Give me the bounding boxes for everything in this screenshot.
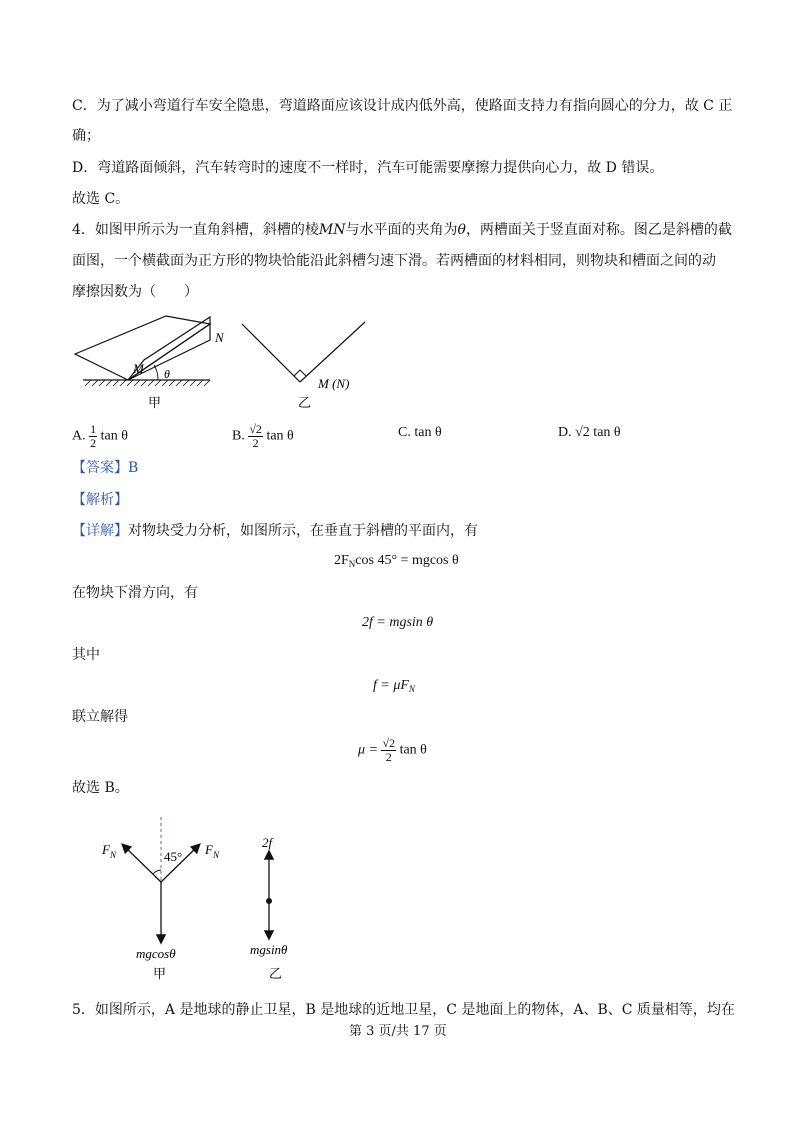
q4-text-b: 与水平面的夹角为 xyxy=(345,222,458,238)
jia-label: 甲 xyxy=(153,966,167,981)
eq4-num: √2 xyxy=(382,736,396,750)
eq4-tail: tan θ xyxy=(399,742,427,758)
fn-right-label: $F_N$ xyxy=(205,842,219,860)
option-a[interactable] xyxy=(72,423,128,450)
block-point xyxy=(266,898,272,904)
yi-label: 乙 xyxy=(269,966,283,981)
option-a-fraction xyxy=(89,423,97,450)
label-jia: 甲 xyxy=(148,395,162,410)
eq3-sub: N xyxy=(408,684,415,694)
option-c[interactable]: C. tan θ xyxy=(398,425,442,440)
figure-yi xyxy=(242,322,365,382)
equation-2: 2f = mgsin θ xyxy=(362,615,434,630)
option-b[interactable] xyxy=(232,423,294,450)
choose-c: 故选 C。 xyxy=(72,191,130,207)
option-d-tail: √2 tan θ xyxy=(575,425,621,440)
force-diagram-jia xyxy=(123,817,199,942)
eq3-head: f = μF xyxy=(373,678,409,693)
option-d-label: D. xyxy=(558,425,572,440)
combine-text: 联立解得 xyxy=(72,709,128,725)
q4-text-c: ，两槽面关于竖直面对称。图乙是斜槽的截 xyxy=(465,222,732,238)
option-a-num: 1 xyxy=(90,422,97,436)
option-b-num: √2 xyxy=(249,422,262,436)
option-b-fraction xyxy=(248,423,263,450)
label-m: M xyxy=(133,361,144,376)
equation-4 xyxy=(358,737,427,764)
eq4-pre: μ = xyxy=(358,742,378,758)
option-a-label: A. xyxy=(72,428,86,444)
option-d[interactable] xyxy=(558,425,621,441)
equation-1 xyxy=(334,553,459,569)
eq4-fraction xyxy=(381,737,396,764)
option-b-label: B. xyxy=(232,428,245,444)
detail-text: 对物块受力分析，如图所示，在垂直于斜槽的平面内，有 xyxy=(128,523,478,539)
two-f-label: 2f xyxy=(262,835,273,850)
analysis-heading: 【解析】 xyxy=(72,492,128,508)
eq1-tail: cos 45° = mgcos θ xyxy=(355,553,459,568)
mgcos-label: mgcosθ xyxy=(136,946,176,961)
answer-line: 【答案】B xyxy=(72,460,139,476)
trough-figure xyxy=(70,312,380,412)
q4-text-a: 4．如图甲所示为一直角斜槽，斜槽的棱 xyxy=(72,222,319,238)
option-a-den: 2 xyxy=(90,436,97,450)
mgsin-label: mgsinθ xyxy=(250,942,288,957)
question-4-line1 xyxy=(72,221,732,239)
detail-line xyxy=(72,522,478,540)
question-4-line2: 面图，一个横截面为正方形的物块恰能沿此斜槽匀速下滑。若两槽面的材料相同，则物块和槽面之间的动 xyxy=(72,253,716,269)
angle-label: 45° xyxy=(164,849,183,864)
choose-b: 故选 B。 xyxy=(72,780,129,796)
label-mn: M (N) xyxy=(318,376,350,391)
option-c-text: C．为了减小弯道行车安全隐患，弯道路面应该设计成内低外高，使路面支持力有指向圆心的分力，故 C 正 xyxy=(72,98,733,114)
option-c-text-cont: 确； xyxy=(72,128,100,144)
q4-theta: θ xyxy=(457,222,466,238)
slide-direction-text: 在物块下滑方向，有 xyxy=(72,585,198,601)
fn-left-label: $F_N$ xyxy=(102,842,116,860)
label-n: N xyxy=(215,330,224,345)
question-5-line1: 5．如图所示，A 是地球的静止卫星，B 是地球的近地卫星，C 是地面上的物体，A、B、C 质量相等，均在 xyxy=(72,1002,735,1018)
option-b-tail: tan θ xyxy=(266,428,294,444)
option-a-tail: tan θ xyxy=(100,428,128,444)
equation-3 xyxy=(373,678,415,694)
where-text: 其中 xyxy=(72,647,100,663)
q4-mn: MN xyxy=(318,222,346,238)
detail-tag: 【详解】 xyxy=(72,523,128,539)
force-diagram xyxy=(96,812,336,982)
eq4-den: 2 xyxy=(385,750,392,764)
question-4-line3: 摩擦因数为（ ） xyxy=(72,284,198,300)
page-footer: 第 3 页/共 17 页 xyxy=(349,1024,447,1039)
option-b-den: 2 xyxy=(252,436,259,450)
label-yi: 乙 xyxy=(298,395,312,410)
eq1-sub: N xyxy=(348,559,356,569)
eq1-head: 2F xyxy=(334,553,349,568)
label-theta: θ xyxy=(164,367,170,381)
option-d-text: D．弯道路面倾斜，汽车转弯时的速度不一样时，汽车可能需要摩擦力提供向心力，故 D 错误。 xyxy=(72,160,664,176)
